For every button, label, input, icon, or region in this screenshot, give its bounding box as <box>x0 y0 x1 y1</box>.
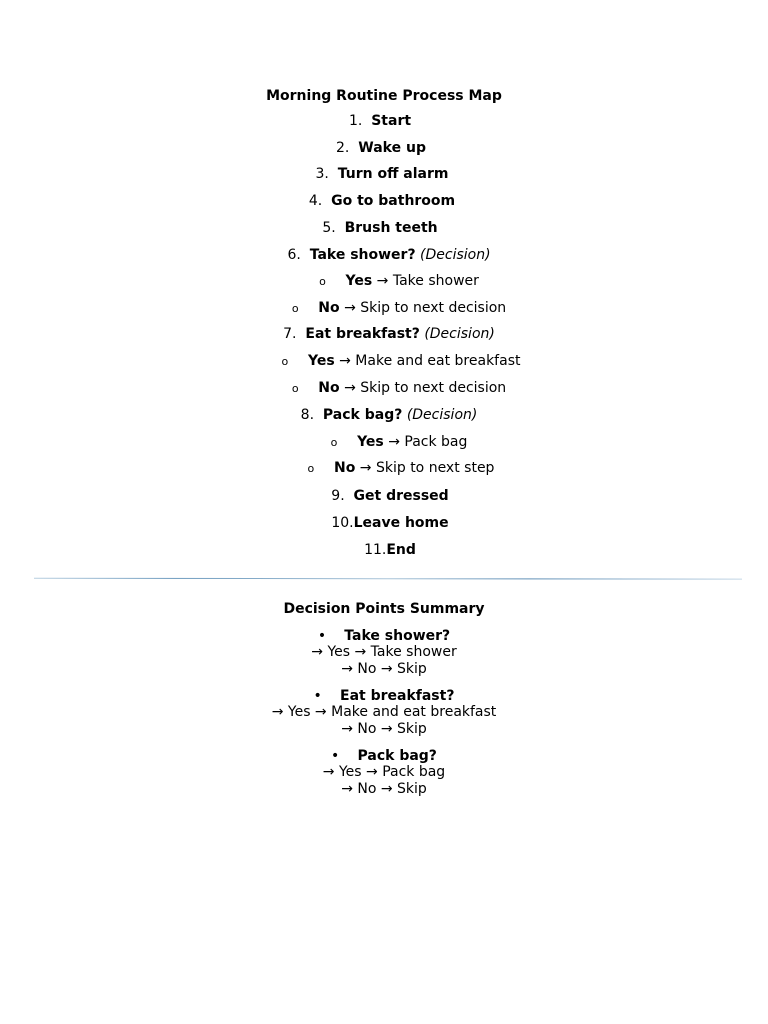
arrow-icon: → <box>376 273 389 289</box>
step-number: 10. <box>331 515 354 531</box>
step-1 <box>0 113 768 129</box>
option-result: Make and eat breakfast <box>355 353 521 369</box>
step-6-option-no <box>30 300 768 317</box>
step-number: 2. <box>336 140 350 156</box>
decision-tag: (Decision) <box>406 407 478 423</box>
sub-bullet-icon: o <box>291 382 299 395</box>
step-label: Turn off alarm <box>337 166 449 182</box>
step-number: 3. <box>315 166 329 182</box>
process-map-title: Morning Routine Process Map <box>266 88 502 104</box>
step-number: 1. <box>348 113 363 129</box>
summary-item-1-yes: → Yes → Take shower <box>311 644 457 660</box>
step-5 <box>0 220 768 236</box>
arrow-icon: → <box>344 380 356 396</box>
bullet-icon: • <box>331 748 340 764</box>
step-3 <box>0 166 768 182</box>
step-8-option-yes <box>30 434 768 451</box>
step-8-option-no <box>34 460 768 477</box>
option-answer: No <box>318 380 340 396</box>
step-2 <box>0 140 768 156</box>
section-divider <box>34 577 742 580</box>
step-6-decision <box>10 247 768 263</box>
sub-bullet-icon: o <box>307 462 315 475</box>
step-7-decision <box>10 326 768 342</box>
step-label: Take shower? <box>309 247 416 263</box>
summary-question: Eat breakfast? <box>340 688 455 704</box>
step-number: 11. <box>364 542 387 558</box>
option-answer: Yes <box>345 273 373 289</box>
option-result: Take shower <box>392 273 479 289</box>
step-label: Go to bathroom <box>331 193 456 209</box>
option-answer: Yes <box>307 353 335 369</box>
arrow-icon: → <box>388 434 400 450</box>
step-11 <box>12 542 768 558</box>
step-10 <box>12 515 768 531</box>
sub-bullet-icon: o <box>291 302 299 315</box>
arrow-icon: → <box>359 460 372 476</box>
arrow-icon: → <box>344 300 356 316</box>
decision-tag: (Decision) <box>424 326 495 342</box>
step-7-option-yes <box>34 353 768 370</box>
step-label: Leave home <box>353 515 449 531</box>
summary-title: Decision Points Summary <box>283 601 485 617</box>
summary-item-3-no: → No → Skip <box>341 781 427 797</box>
step-label: End <box>386 542 416 558</box>
step-number: 4. <box>308 193 323 209</box>
step-label: Brush teeth <box>344 220 438 236</box>
bullet-icon: • <box>317 628 327 644</box>
step-number: 6. <box>287 247 301 263</box>
bullet-icon: • <box>313 688 322 704</box>
summary-item-1-question <box>0 628 768 644</box>
summary-item-3-yes: → Yes → Pack bag <box>322 764 446 780</box>
summary-item-1-no: → No → Skip <box>341 661 427 677</box>
step-9 <box>12 488 768 504</box>
sub-bullet-icon: o <box>330 436 338 449</box>
option-result: Pack bag <box>404 434 468 450</box>
summary-item-3-question <box>0 748 768 764</box>
summary-item-2-yes: → Yes → Make and eat breakfast <box>271 704 497 720</box>
arrow-icon: → <box>339 353 351 369</box>
step-4 <box>0 193 768 209</box>
summary-question: Pack bag? <box>357 748 437 764</box>
step-6-option-yes <box>30 273 768 290</box>
step-label: Eat breakfast? <box>305 326 420 342</box>
step-number: 5. <box>322 220 336 236</box>
option-answer: No <box>333 460 356 476</box>
sub-bullet-icon: o <box>319 275 326 288</box>
step-7-option-no <box>30 380 768 397</box>
decision-tag: (Decision) <box>420 247 491 263</box>
step-label: Get dressed <box>353 488 449 504</box>
summary-item-2-no: → No → Skip <box>341 721 427 737</box>
step-label: Pack bag? <box>322 407 403 423</box>
step-number: 9. <box>331 488 345 504</box>
summary-question: Take shower? <box>344 628 451 644</box>
step-label: Wake up <box>358 140 426 156</box>
option-result: Skip to next step <box>375 460 495 476</box>
summary-item-2-question <box>0 688 768 704</box>
step-number: 8. <box>300 407 315 423</box>
sub-bullet-icon: o <box>281 355 289 368</box>
step-label: Start <box>371 113 412 129</box>
option-result: Skip to next decision <box>360 380 507 396</box>
step-8-decision <box>10 407 768 423</box>
option-answer: Yes <box>357 434 384 450</box>
step-number: 7. <box>283 326 297 342</box>
option-answer: No <box>318 300 340 316</box>
option-result: Skip to next decision <box>360 300 507 316</box>
